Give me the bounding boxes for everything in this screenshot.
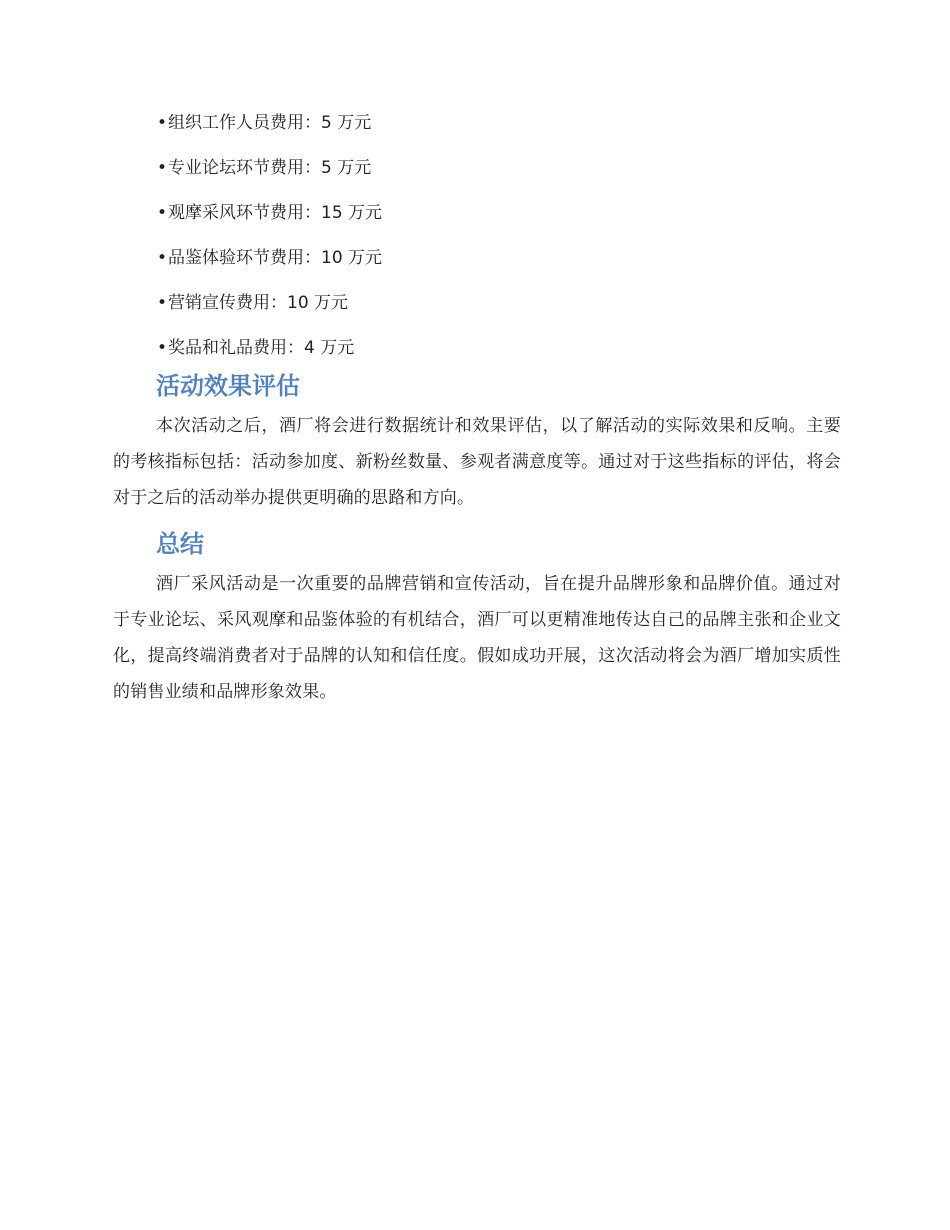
cost-item-forum	[157, 153, 841, 183]
cost-item-staff	[157, 108, 841, 138]
cost-item-tasting	[157, 243, 841, 273]
cost-item-text: 品鉴体验环节费用：10 万元	[168, 248, 383, 268]
summary-paragraph: 酒厂采风活动是一次重要的品牌营销和宣传活动，旨在提升品牌形象和品牌价值。通过对于专业论坛、采风观摩和品鉴体验的有机结合，酒厂可以更精准地传达自己的品牌主张和企业文化，提高终端消费者对于品牌的认知和信任度。假如成功开展，这次活动将会为酒厂增加实质性的销售业绩和品牌形象效果。	[113, 574, 841, 702]
bullet-icon: •	[157, 113, 168, 133]
bullet-icon: •	[157, 293, 168, 313]
cost-item-text: 观摩采风环节费用：15 万元	[168, 203, 383, 223]
evaluation-heading: 活动效果评估	[156, 372, 300, 400]
cost-item-visit	[157, 198, 841, 228]
cost-item-prizes	[157, 333, 841, 363]
cost-item-marketing	[157, 288, 841, 318]
cost-item-text: 专业论坛环节费用：5 万元	[168, 158, 372, 178]
cost-item-text: 营销宣传费用：10 万元	[168, 293, 349, 313]
cost-list	[113, 108, 841, 363]
bullet-icon: •	[157, 338, 168, 358]
cost-item-text: 奖品和礼品费用：4 万元	[168, 338, 355, 358]
document-content	[113, 108, 841, 710]
bullet-icon: •	[157, 248, 168, 268]
summary-heading: 总结	[156, 530, 204, 558]
cost-item-text: 组织工作人员费用：5 万元	[168, 113, 372, 133]
bullet-icon: •	[157, 203, 168, 223]
bullet-icon: •	[157, 158, 168, 178]
evaluation-paragraph: 本次活动之后，酒厂将会进行数据统计和效果评估，以了解活动的实际效果和反响。主要的考核指标包括：活动参加度、新粉丝数量、参观者满意度等。通过对于这些指标的评估，将会对于之后的活动举办提供更明确的思路和方向。	[113, 416, 841, 508]
